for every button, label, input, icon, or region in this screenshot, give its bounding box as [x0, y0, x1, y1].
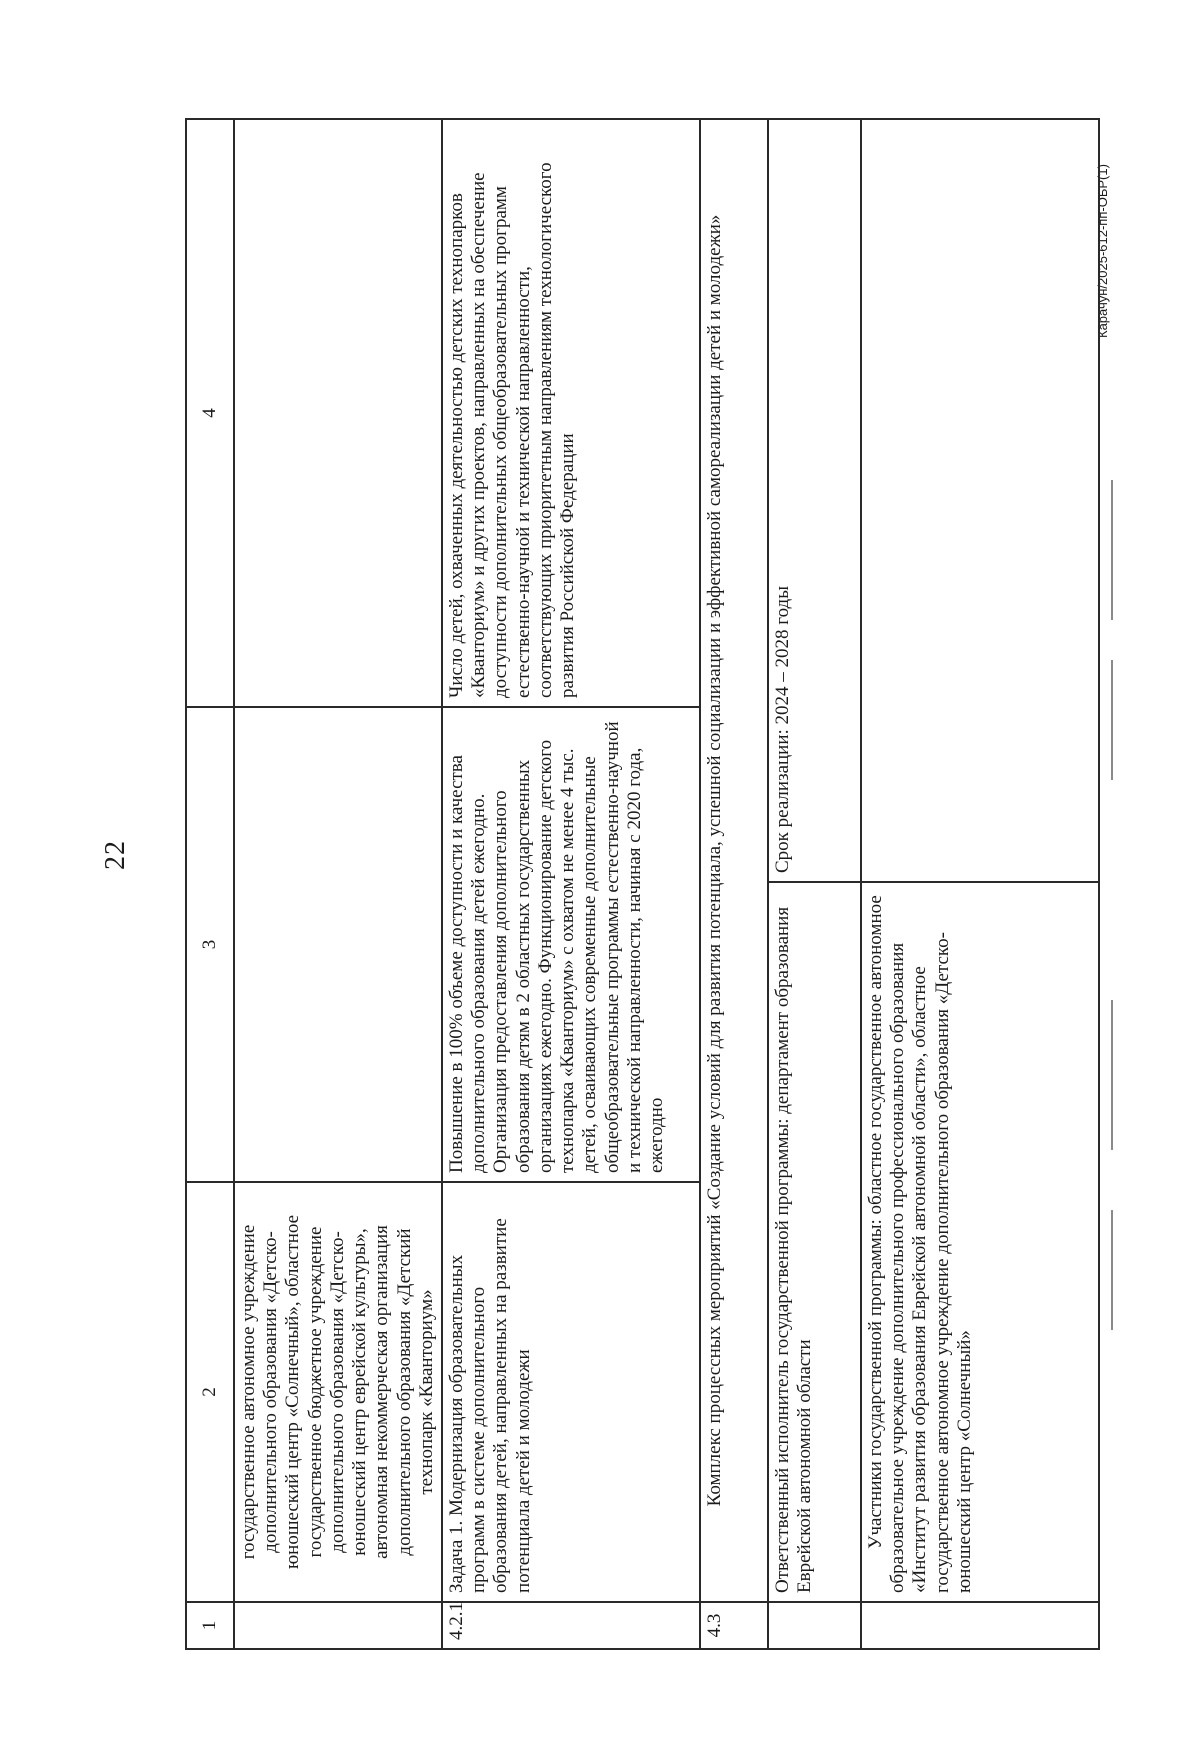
number-cell: 4.3: [700, 1602, 768, 1649]
number-cell: [768, 1602, 861, 1649]
complex-title-cell: Комплекс процессных мероприятий «Создание условий для развития потенциала, успешной социализации и эффективной самореализации детей и молодежи»: [700, 119, 768, 1602]
table-header-row: [186, 119, 234, 1649]
header-cell: 3: [186, 707, 234, 1182]
executor-cell: Ответственный исполнитель государственной программы: департамент образования Еврейской автономной области: [768, 882, 861, 1602]
table-row: [861, 119, 1099, 1649]
indicator-cell: Число детей, охваченных деятельностью детских технопарков «Кванториум» и других проектов, направленных на обеспечение доступности дополнительных общеобразовательных программ естественно-научной и технической направленности, соответствующих приоритетным направлениям технологического развития Российской Федерации: [442, 119, 700, 707]
result-cell: Повышение в 100% объеме доступности и качества дополнительного образования детей ежегодно. Организация предоставления дополнительного образования детям в 2 областных государственных организациях ежегодно. Функционирование детского технопарка «Кванториум» с охватом не менее 4 тыс. детей, осваивающих современные дополнительные общеобразовательные программы естественно-научной и технической направленности, начиная с 2020 года, ежегодно: [442, 707, 700, 1182]
indicator-cell: [234, 119, 442, 707]
rotated-table-container: [185, 120, 1055, 1650]
partners-cell: государственное автономное учреждение дополнительного образования «Детско-юношеский центр «Солнечный», областное государственное бюджетное учреждение дополнительного образования «Детско-юношеский центр еврейской культуры», автономная некоммерческая организация дополнительного образования «Детский технопарк «Кванториум»: [234, 1182, 442, 1602]
program-table: [185, 118, 1100, 1650]
scan-mark: [1111, 660, 1113, 780]
result-cell: [234, 707, 442, 1182]
table-row: [234, 119, 442, 1649]
header-cell: 4: [186, 119, 234, 707]
table-row: [768, 119, 861, 1649]
scan-mark: [1111, 1000, 1113, 1150]
scan-mark: [1111, 480, 1113, 620]
number-cell: [861, 1602, 1099, 1649]
page-number: 22: [100, 840, 131, 870]
number-cell: 4.2.1: [442, 1602, 700, 1649]
table-row: [442, 119, 700, 1649]
term-cell: Срок реализации: 2024 – 2028 годы: [768, 119, 861, 882]
empty-cell: [861, 119, 1099, 882]
header-cell: 2: [186, 1182, 234, 1602]
document-code: Карачун/2025-612-пп-ОБР(1): [1095, 164, 1110, 338]
table-row: [700, 119, 768, 1649]
scan-mark: [1111, 1210, 1113, 1330]
number-cell: [234, 1602, 442, 1649]
header-cell: 1: [186, 1602, 234, 1649]
task-cell: Задача 1. Модернизация образовательных программ в системе дополнительного образования детей, направленных на развитие потенциала детей и молодежи: [442, 1182, 700, 1602]
participants-cell: Участники государственной программы: областное государственное автономное образовательное учреждение дополнительного профессионального образования «Институт развития образования Еврейской автономной области», областное государственное автономное учреждение дополнительного образования «Детско-юношеский центр «Солнечный»: [861, 882, 1099, 1602]
